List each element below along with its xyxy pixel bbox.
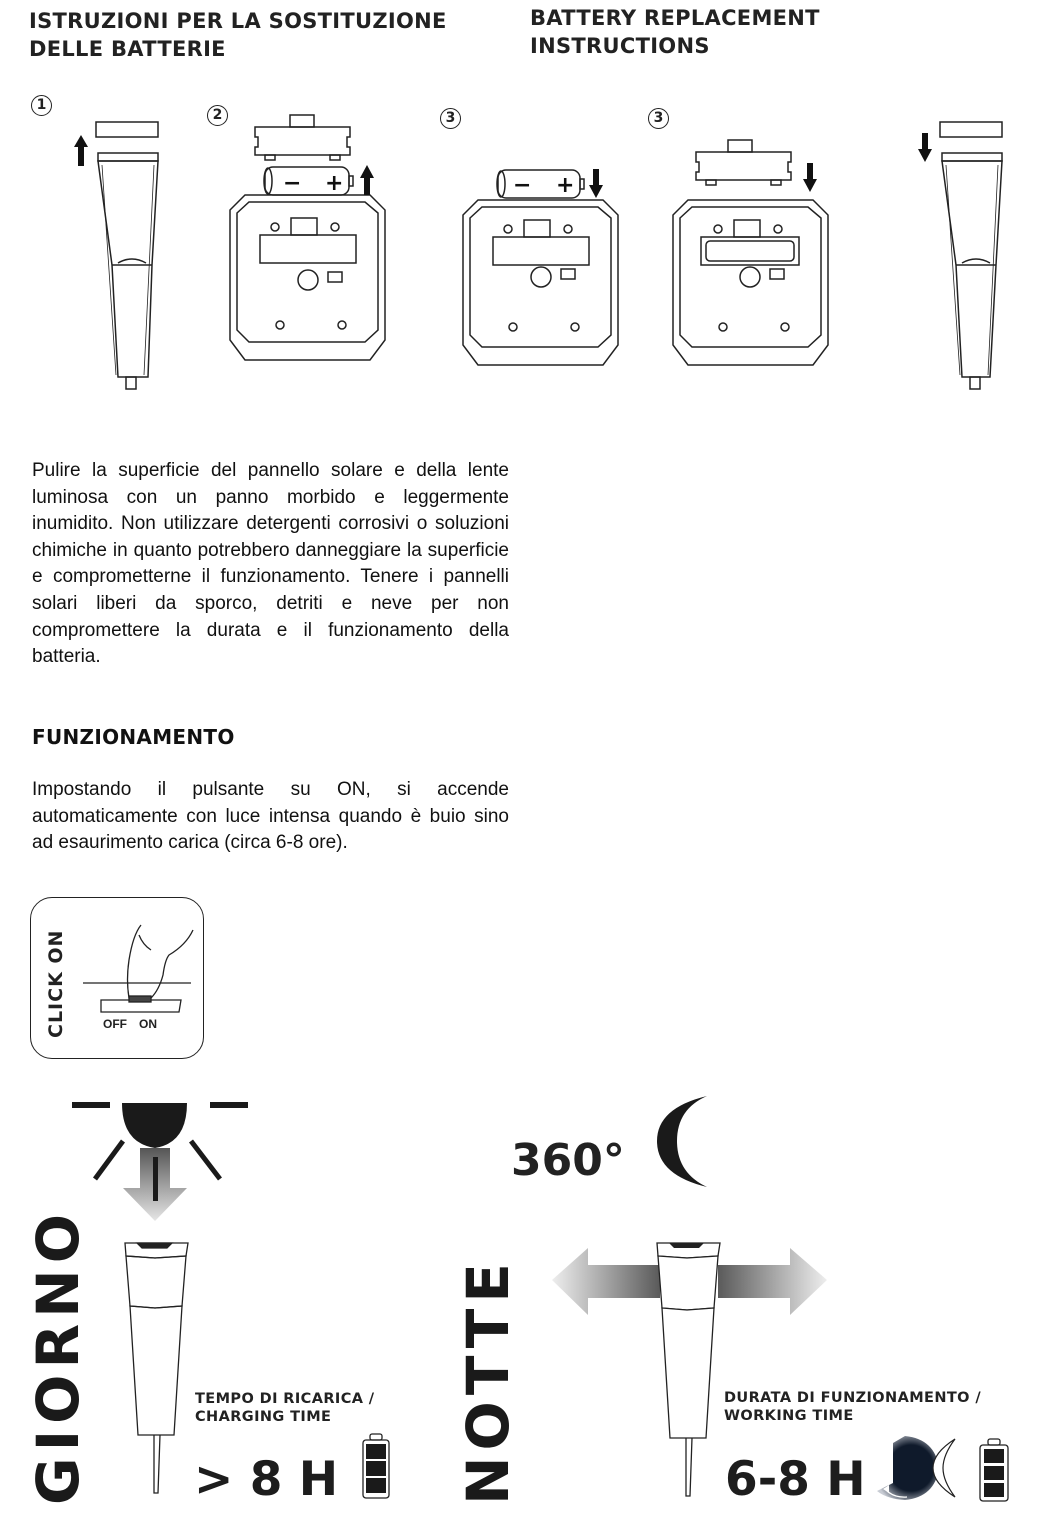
sun-charging-icon	[65, 1093, 255, 1223]
step-number-2: 2	[207, 105, 228, 126]
charging-time-caption-line1: TEMPO DI RICARICA /	[195, 1391, 375, 1407]
arrow-up-icon	[360, 165, 374, 195]
step-number-3a: 3	[440, 108, 461, 129]
step-number-1: 1	[31, 95, 52, 116]
arrow-up-icon	[74, 135, 88, 166]
title-english	[530, 4, 820, 60]
solar-cap	[940, 122, 1002, 137]
battery-full-icon	[361, 1433, 391, 1501]
switch-instruction-card	[30, 897, 204, 1059]
step4-light-reassemble-illustration	[912, 115, 1012, 400]
operation-paragraph: Impostando il pulsante su ON, si accende automaticamente con luce intensa quando è buio sino ad esaurimento carica (circa 6-8 ore).	[32, 779, 509, 854]
solar-cap	[96, 122, 158, 137]
title-italian-line2: DELLE BATTERIE	[29, 37, 226, 61]
click-on-label: CLICK ON	[45, 929, 67, 1038]
battery-plus: +	[556, 173, 575, 198]
battery-bar	[984, 1483, 1004, 1497]
battery-minus: −	[513, 173, 532, 198]
step3-cover-close-illustration	[668, 135, 848, 375]
title-italian	[29, 7, 447, 63]
step-number-3b: 3	[648, 108, 669, 129]
battery-bar	[366, 1478, 386, 1493]
finger-press-icon	[81, 920, 196, 1020]
title-english-line1: BATTERY REPLACEMENT	[530, 6, 820, 30]
battery-cover	[255, 127, 350, 155]
step3-battery-insert-illustration	[458, 165, 638, 375]
angle-label: 360°	[511, 1135, 625, 1186]
moon-icon	[655, 1093, 715, 1190]
base-outline	[463, 200, 618, 365]
battery-bar	[984, 1449, 1004, 1463]
step1-light-illustration	[70, 115, 170, 400]
arrow-right-icon	[718, 1248, 827, 1315]
day-word: GIORNO	[24, 1208, 92, 1505]
switch-on-label: ON	[139, 1017, 157, 1031]
day-light-illustration	[120, 1238, 195, 1498]
arrow-down-icon	[803, 163, 817, 192]
battery-plus: +	[325, 171, 344, 196]
base-outline	[673, 200, 828, 365]
battery-cover	[696, 152, 791, 180]
operation-heading: FUNZIONAMENTO	[32, 725, 235, 749]
battery-bar	[984, 1466, 1004, 1480]
battery-bar	[366, 1444, 386, 1459]
base-outline	[230, 195, 385, 360]
arrow-down-icon	[589, 169, 603, 198]
working-time-caption-line1: DURATA DI FUNZIONAMENTO /	[724, 1390, 982, 1406]
night-cycle-icon	[875, 1433, 960, 1503]
arrow-down-icon	[918, 133, 932, 162]
battery-minus: −	[283, 171, 302, 196]
working-time-value: 6-8 H	[725, 1452, 866, 1507]
charging-time-caption-line2: CHARGING TIME	[195, 1409, 332, 1425]
title-italian-line1: ISTRUZIONI PER LA SOSTITUZIONE	[29, 9, 447, 33]
step2-battery-removal-illustration	[225, 110, 410, 375]
night-word: NOTTE	[454, 1257, 522, 1505]
maintenance-paragraph: Pulire la superficie del pannello solare e della lente luminosa con un panno morbido e leggermente inumidito. Non utilizzare detergenti corrosivi o soluzioni chimiche in quanto potrebbero danneggiare la superficie e comprometterne il funzionamento. Tenere i pannelli solari liberi da sporco, detriti e neve per non compromettere la durata e il funzionamento della batteria.	[32, 460, 509, 668]
working-time-caption-line2: WORKING TIME	[724, 1408, 854, 1424]
crescent-moon-icon	[933, 1439, 955, 1497]
switch-off-label: OFF	[103, 1017, 127, 1031]
charging-time-value: > 8 H	[194, 1452, 339, 1507]
battery-full-icon	[978, 1438, 1010, 1504]
arrow-left-icon	[552, 1248, 660, 1315]
battery-bar	[366, 1461, 386, 1476]
charging-time-caption	[195, 1390, 375, 1426]
title-english-line2: INSTRUCTIONS	[530, 34, 710, 58]
working-time-caption	[724, 1389, 981, 1425]
